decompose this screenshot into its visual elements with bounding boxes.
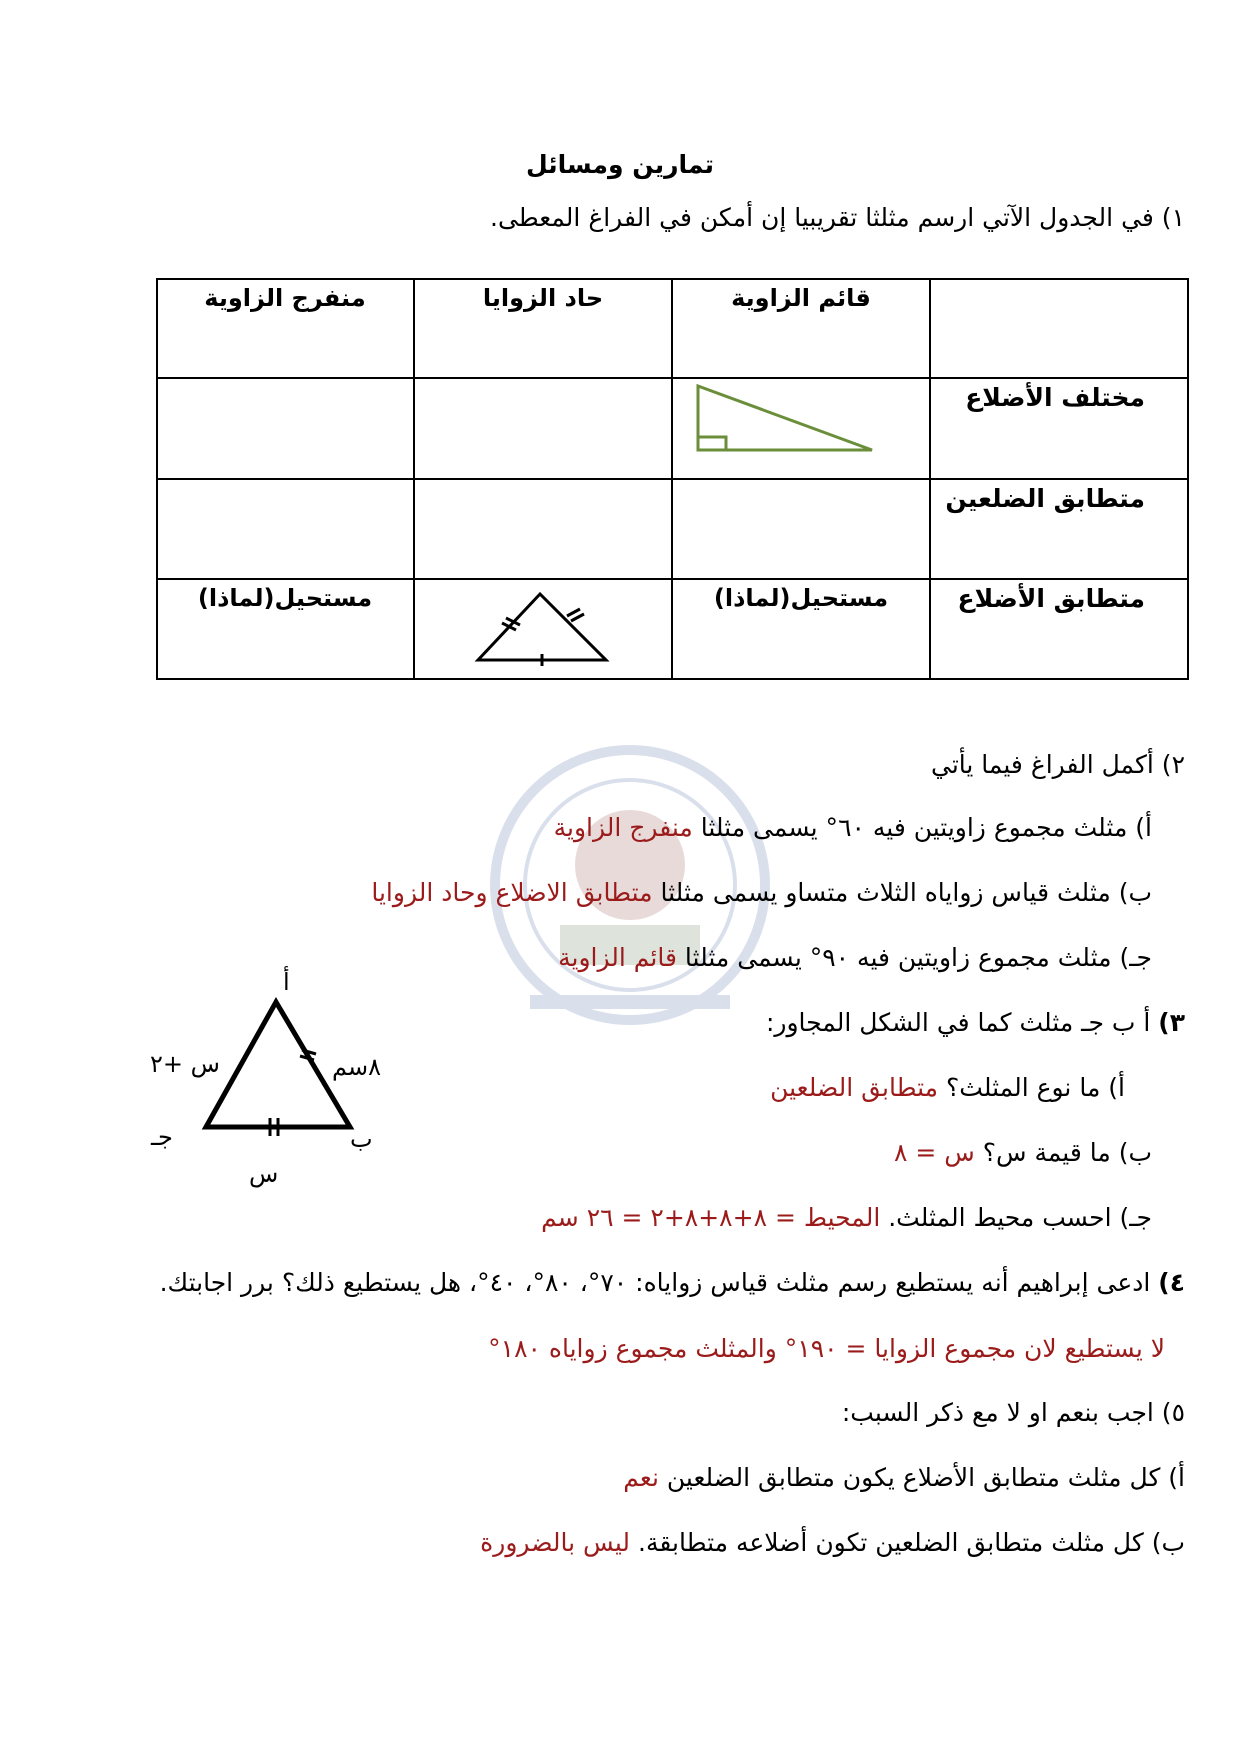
q2-a [554, 808, 1152, 848]
q3-statement: أ ب جـ مثلث كما في الشكل المجاور: [765, 1008, 1151, 1037]
q5-a-text: أ) كل مثلث متطابق الأضلاع يكون متطابق الضلعين [666, 1463, 1185, 1492]
q5-text: ٥) اجب بنعم او لا مع ذكر السبب: [841, 1398, 1185, 1427]
row-scalene: مختلف الأضلاع [965, 383, 1145, 412]
q2-c-answer: قائم الزاوية [558, 943, 677, 972]
q2-c-text: جـ) مثلث مجموع زاويتين فيه ٩٠° يسمى مثلثا [684, 943, 1152, 972]
q4-number: ٤) [1158, 1268, 1185, 1297]
q3-text [766, 1003, 1185, 1043]
q3-c-answer: المحيط = ٨+٨+٨+٢ = ٢٦ سم [541, 1203, 881, 1232]
q3-side-right: ٨سم [332, 1053, 381, 1081]
header-acute: حاد الزوايا [482, 284, 604, 312]
q5-b-answer: ليس بالضرورة [480, 1528, 631, 1557]
cell-impossible-obtuse: مستحيل(لماذا) [197, 584, 373, 612]
q3-a-text: أ) ما نوع المثلث؟ [946, 1073, 1125, 1102]
q3-a [770, 1068, 1125, 1108]
q2-b [371, 873, 1152, 913]
q2-b-text: ب) مثلث قياس زواياه الثلاث متساو يسمى مثلثا [660, 878, 1152, 907]
q3-vertex-b: ب [350, 1125, 373, 1153]
q3-vertex-c: جـ [151, 1123, 173, 1151]
q3-b-text: ب) ما قيمة س؟ [982, 1138, 1152, 1167]
q3-a-answer: متطابق الضلعين [770, 1073, 939, 1102]
q5-a-answer: نعم [623, 1463, 659, 1492]
q3-c [541, 1198, 1152, 1238]
right-triangle-drawing [698, 386, 872, 450]
q1-table [156, 278, 1189, 680]
row-isosceles: متطابق الضلعين [945, 484, 1145, 513]
q4-answer: لا يستطيع لان مجموع الزوايا = ١٩٠° والمثلث مجموع زواياه ١٨٠° [488, 1334, 1165, 1363]
q1-text: ١) في الجدول الآتي ارسم مثلثا تقريبيا إن أمكن في الفراغ المعطى. [490, 203, 1185, 232]
q3-number: ٣) [1158, 1008, 1185, 1037]
cell-impossible-right: مستحيل(لماذا) [713, 584, 889, 612]
q5-a [623, 1458, 1185, 1498]
equilateral-triangle-drawing [478, 594, 606, 666]
q5-b [480, 1523, 1185, 1563]
q2-a-answer: منفرج الزاوية [553, 813, 693, 842]
page-title: تمارين ومسائل [525, 150, 715, 179]
q2-text: ٢) أكمل الفراغ فيما يأتي [930, 750, 1185, 779]
q5-b-text: ب) كل مثلث متطابق الضلعين تكون أضلاعه متطابقة. [638, 1528, 1185, 1557]
q4-text [160, 1263, 1185, 1303]
q3-b [894, 1133, 1152, 1173]
header-right-angled: قائم الزاوية [731, 284, 871, 312]
q3-side-left: س +٢ [150, 1050, 220, 1078]
row-equilateral: متطابق الأضلاع [957, 584, 1145, 613]
q2-a-text: أ) مثلث مجموع زاويتين فيه ٦٠° يسمى مثلثا [700, 813, 1152, 842]
q4-statement: ادعى إبراهيم أنه يستطيع رسم مثلث قياس زواياه: ٧٠°، ٨٠°، ٤٠°، هل يستطيع ذلك؟ برر اجابتك. [159, 1268, 1151, 1297]
q3-side-bottom: س [249, 1160, 279, 1188]
q3-b-answer: س = ٨ [893, 1138, 975, 1167]
header-obtuse: منفرج الزاوية [204, 284, 366, 312]
q2-b-answer: متطابق الاضلاع وحاد الزوايا [371, 878, 653, 907]
q3-vertex-a: أ [283, 968, 290, 996]
q2-c [558, 938, 1152, 978]
q3-c-text: جـ) احسب محيط المثلث. [888, 1203, 1152, 1232]
